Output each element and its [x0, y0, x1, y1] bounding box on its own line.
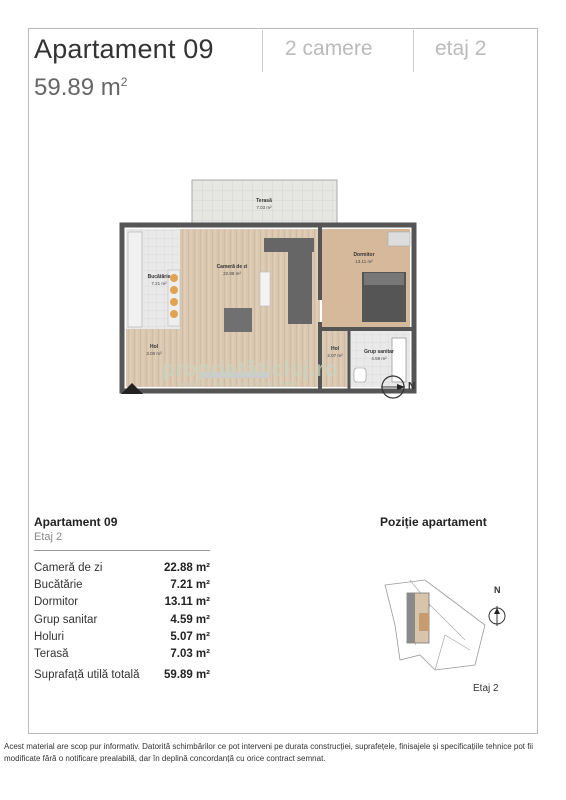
- summary-divider: [34, 550, 210, 551]
- sofa-chaise: [288, 238, 312, 324]
- position-title: Poziție apartament: [380, 515, 487, 529]
- room-area: 4.59 m²: [170, 613, 210, 626]
- kitchen-counter: [128, 232, 142, 327]
- summary-floor: Etaj 2: [34, 531, 63, 543]
- area-value: 59.89 m: [34, 74, 121, 101]
- total-area-row: [34, 669, 210, 681]
- label-camera-area: 22.88 m²: [223, 271, 241, 276]
- label-dormitor: Dormitor: [353, 252, 375, 258]
- label-hol-area: 3.00 m²: [146, 351, 162, 356]
- room-area: 7.21 m²: [170, 579, 210, 592]
- compass-north-label: N: [408, 381, 416, 392]
- area-row: [34, 646, 210, 663]
- room-name: Grup sanitar: [34, 613, 98, 626]
- position-floor: Etaj 2: [473, 683, 499, 694]
- area-row: [34, 577, 210, 594]
- label-bucatarie: Bucătărie: [147, 274, 171, 280]
- compass-icon: [378, 372, 408, 402]
- page-title: Apartament 09: [34, 34, 214, 64]
- total-label: Suprafață utilă totală: [34, 669, 140, 681]
- coffee-table: [260, 272, 270, 306]
- label-dormitor-area: 13.11 m²: [355, 259, 373, 264]
- header-divider: [413, 30, 414, 72]
- entrance-arrow-icon: [121, 383, 143, 394]
- position-north-icon: [487, 600, 507, 626]
- room-name: Cameră de zi: [34, 562, 103, 574]
- label-hol: Hol: [149, 344, 159, 350]
- label-bucatarie-area: 7.21 m²: [151, 281, 167, 286]
- room-area: 22.88 m²: [163, 562, 210, 574]
- label-terasa-area: 7.03 m²: [256, 205, 272, 210]
- area-row: [34, 612, 210, 629]
- wardrobe: [388, 232, 410, 246]
- disclaimer: Acest material are scop pur informativ. Datorită schimbărilor ce pot interveni pe durata construcției, suprafețele, finisajele și specificațiile tehnice pot fii modificate fără o notificare prealabilă, dar în deplină concordanță cu orice contract semnat.: [4, 742, 533, 763]
- label-terasa: Terasă: [256, 198, 272, 204]
- room-name: Dormitor: [34, 596, 79, 609]
- toilet: [354, 368, 366, 382]
- watermark: proprietăticluj.ro: [162, 358, 338, 381]
- label-hol2-area: 2.07 m²: [327, 353, 343, 358]
- position-map: [375, 555, 495, 685]
- summary-title: Apartament 09: [34, 515, 118, 529]
- position-north-label: N: [494, 585, 501, 595]
- area-row: [34, 629, 210, 646]
- room-name: Terasă: [34, 647, 69, 660]
- header-divider: [262, 30, 263, 72]
- label-hol2: Hol: [330, 346, 340, 352]
- area-row: [34, 594, 210, 611]
- room-area: 5.07 m²: [170, 630, 210, 643]
- label-grup-area: 4.59 m²: [371, 356, 387, 361]
- total-value: 59.89 m²: [163, 669, 210, 681]
- room-name: Bucătărie: [34, 579, 83, 592]
- room-name: Holuri: [34, 630, 65, 643]
- room-area: 13.11 m²: [164, 596, 210, 609]
- label-camera: Cameră de zi: [216, 264, 248, 270]
- floor-label: etaj 2: [435, 37, 487, 60]
- area-row: [34, 560, 210, 577]
- area-unit: 2: [120, 75, 128, 89]
- total-area-heading: [34, 74, 127, 102]
- watermark-subtitle: DIRECT DE LA PROPRIETARI: [178, 382, 299, 389]
- label-grup: Grup sanitar: [364, 349, 394, 355]
- area-table: [34, 560, 210, 663]
- armchair: [224, 308, 252, 332]
- room-area: 7.03 m²: [170, 647, 210, 660]
- rooms-count: 2 camere: [285, 37, 373, 60]
